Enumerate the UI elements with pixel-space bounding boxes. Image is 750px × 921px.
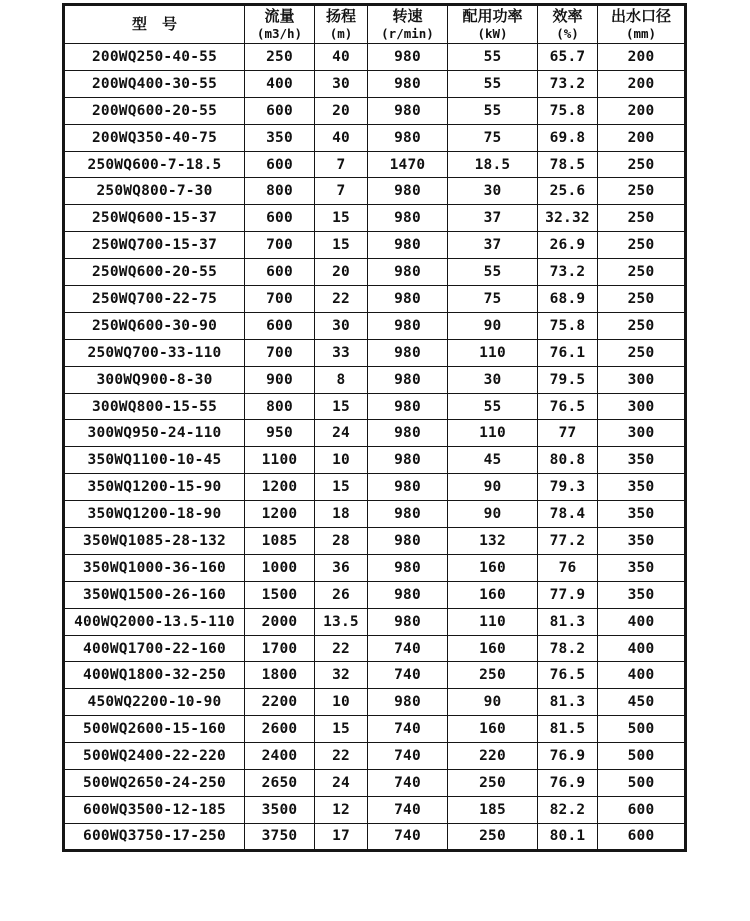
cell-value: 600	[598, 823, 686, 850]
cell-value: 160	[448, 635, 538, 662]
cell-value: 250	[448, 662, 538, 689]
cell-value: 160	[448, 716, 538, 743]
cell-model: 400WQ1800-32-250	[64, 662, 245, 689]
cell-value: 200	[598, 97, 686, 124]
cell-value: 600	[245, 97, 315, 124]
cell-value: 13.5	[315, 608, 368, 635]
cell-value: 26	[315, 581, 368, 608]
cell-value: 1200	[245, 501, 315, 528]
cell-value: 400	[598, 635, 686, 662]
table-row	[64, 286, 686, 313]
cell-model: 300WQ900-8-30	[64, 366, 245, 393]
cell-value: 220	[448, 743, 538, 770]
spec-table-head	[64, 5, 686, 44]
table-row	[64, 447, 686, 474]
cell-value: 800	[245, 393, 315, 420]
cell-model: 300WQ800-15-55	[64, 393, 245, 420]
cell-value: 110	[448, 608, 538, 635]
cell-value: 250	[598, 259, 686, 286]
cell-value: 300	[598, 393, 686, 420]
table-row	[64, 554, 686, 581]
cell-value: 250	[448, 823, 538, 850]
cell-value: 980	[368, 689, 448, 716]
cell-value: 400	[598, 662, 686, 689]
cell-value: 78.4	[538, 501, 598, 528]
cell-model: 250WQ700-33-110	[64, 339, 245, 366]
pump-spec-table	[62, 3, 687, 852]
cell-value: 75	[448, 124, 538, 151]
cell-value: 350	[598, 447, 686, 474]
cell-model: 250WQ600-7-18.5	[64, 151, 245, 178]
cell-model: 350WQ1500-26-160	[64, 581, 245, 608]
cell-value: 600	[245, 259, 315, 286]
cell-value: 30	[448, 178, 538, 205]
cell-value: 24	[315, 420, 368, 447]
cell-model: 500WQ2600-15-160	[64, 716, 245, 743]
cell-value: 90	[448, 474, 538, 501]
cell-value: 950	[245, 420, 315, 447]
table-row	[64, 420, 686, 447]
column-unit: (%)	[556, 26, 579, 42]
cell-value: 250	[598, 339, 686, 366]
cell-value: 78.5	[538, 151, 598, 178]
cell-value: 300	[598, 420, 686, 447]
cell-model: 250WQ600-20-55	[64, 259, 245, 286]
cell-value: 2400	[245, 743, 315, 770]
cell-value: 1800	[245, 662, 315, 689]
cell-value: 10	[315, 689, 368, 716]
cell-value: 200	[598, 70, 686, 97]
cell-value: 81.3	[538, 608, 598, 635]
cell-model: 600WQ3500-12-185	[64, 796, 245, 823]
cell-value: 110	[448, 339, 538, 366]
cell-value: 200	[598, 44, 686, 71]
cell-value: 55	[448, 70, 538, 97]
cell-value: 75	[448, 286, 538, 313]
cell-value: 15	[315, 716, 368, 743]
cell-value: 10	[315, 447, 368, 474]
cell-value: 37	[448, 232, 538, 259]
cell-value: 24	[315, 770, 368, 797]
cell-value: 76.1	[538, 339, 598, 366]
cell-value: 980	[368, 286, 448, 313]
table-row	[64, 474, 686, 501]
table-row	[64, 178, 686, 205]
cell-value: 8	[315, 366, 368, 393]
column-label: 扬程	[325, 7, 356, 26]
table-row	[64, 151, 686, 178]
cell-value: 73.2	[538, 70, 598, 97]
cell-value: 250	[598, 232, 686, 259]
cell-model: 200WQ350-40-75	[64, 124, 245, 151]
table-row	[64, 97, 686, 124]
cell-value: 980	[368, 70, 448, 97]
cell-value: 1470	[368, 151, 448, 178]
cell-value: 18	[315, 501, 368, 528]
cell-value: 55	[448, 259, 538, 286]
cell-value: 90	[448, 689, 538, 716]
cell-value: 900	[245, 366, 315, 393]
cell-value: 350	[245, 124, 315, 151]
cell-value: 350	[598, 581, 686, 608]
cell-value: 3750	[245, 823, 315, 850]
table-row	[64, 232, 686, 259]
column-header	[315, 5, 368, 44]
table-row	[64, 823, 686, 850]
cell-value: 80.8	[538, 447, 598, 474]
cell-value: 250	[245, 44, 315, 71]
cell-value: 980	[368, 554, 448, 581]
cell-value: 26.9	[538, 232, 598, 259]
column-unit: (m)	[329, 26, 353, 42]
cell-value: 32.32	[538, 205, 598, 232]
cell-value: 90	[448, 501, 538, 528]
column-header	[448, 5, 538, 44]
cell-value: 15	[315, 393, 368, 420]
cell-value: 1700	[245, 635, 315, 662]
cell-value: 980	[368, 474, 448, 501]
cell-value: 76.5	[538, 393, 598, 420]
cell-value: 132	[448, 528, 538, 555]
header-row	[64, 5, 686, 44]
cell-value: 69.8	[538, 124, 598, 151]
cell-value: 740	[368, 716, 448, 743]
cell-value: 75.8	[538, 312, 598, 339]
cell-value: 980	[368, 447, 448, 474]
table-row	[64, 124, 686, 151]
cell-value: 700	[245, 232, 315, 259]
cell-model: 200WQ400-30-55	[64, 70, 245, 97]
cell-model: 350WQ1200-18-90	[64, 501, 245, 528]
cell-value: 1000	[245, 554, 315, 581]
cell-value: 76	[538, 554, 598, 581]
cell-value: 740	[368, 743, 448, 770]
cell-value: 185	[448, 796, 538, 823]
cell-model: 450WQ2200-10-90	[64, 689, 245, 716]
cell-value: 73.2	[538, 259, 598, 286]
table-row	[64, 501, 686, 528]
cell-value: 37	[448, 205, 538, 232]
cell-model: 250WQ700-22-75	[64, 286, 245, 313]
cell-model: 350WQ1085-28-132	[64, 528, 245, 555]
cell-value: 980	[368, 528, 448, 555]
cell-model: 350WQ1000-36-160	[64, 554, 245, 581]
cell-model: 600WQ3750-17-250	[64, 823, 245, 850]
cell-value: 980	[368, 97, 448, 124]
cell-value: 500	[598, 716, 686, 743]
column-label: 出水口径	[610, 7, 671, 26]
column-unit: (mm)	[625, 26, 657, 42]
table-row	[64, 366, 686, 393]
table-row	[64, 528, 686, 555]
cell-value: 40	[315, 124, 368, 151]
cell-model: 250WQ700-15-37	[64, 232, 245, 259]
cell-value: 700	[245, 286, 315, 313]
table-row	[64, 70, 686, 97]
column-label: 型 号	[131, 15, 177, 34]
column-label: 流量	[264, 7, 295, 26]
cell-value: 350	[598, 474, 686, 501]
cell-value: 40	[315, 44, 368, 71]
cell-value: 25.6	[538, 178, 598, 205]
cell-value: 740	[368, 796, 448, 823]
cell-value: 980	[368, 124, 448, 151]
cell-value: 33	[315, 339, 368, 366]
cell-value: 77	[538, 420, 598, 447]
cell-value: 400	[598, 608, 686, 635]
table-row	[64, 608, 686, 635]
table-row	[64, 716, 686, 743]
cell-value: 250	[448, 770, 538, 797]
column-unit: (r/min)	[381, 26, 434, 42]
cell-value: 81.5	[538, 716, 598, 743]
cell-value: 55	[448, 44, 538, 71]
cell-value: 980	[368, 608, 448, 635]
cell-value: 300	[598, 366, 686, 393]
table-row	[64, 770, 686, 797]
cell-value: 980	[368, 205, 448, 232]
cell-value: 980	[368, 44, 448, 71]
spec-table-body	[64, 44, 686, 851]
cell-value: 350	[598, 554, 686, 581]
cell-value: 980	[368, 393, 448, 420]
cell-value: 1500	[245, 581, 315, 608]
cell-value: 20	[315, 259, 368, 286]
cell-value: 980	[368, 366, 448, 393]
cell-value: 980	[368, 312, 448, 339]
column-header	[245, 5, 315, 44]
cell-value: 2650	[245, 770, 315, 797]
cell-value: 22	[315, 286, 368, 313]
cell-model: 500WQ2400-22-220	[64, 743, 245, 770]
cell-value: 980	[368, 259, 448, 286]
cell-value: 740	[368, 635, 448, 662]
cell-value: 75.8	[538, 97, 598, 124]
cell-value: 65.7	[538, 44, 598, 71]
cell-value: 32	[315, 662, 368, 689]
cell-value: 980	[368, 501, 448, 528]
cell-value: 250	[598, 286, 686, 313]
cell-value: 17	[315, 823, 368, 850]
cell-value: 2600	[245, 716, 315, 743]
cell-value: 55	[448, 393, 538, 420]
cell-value: 600	[245, 205, 315, 232]
cell-value: 15	[315, 205, 368, 232]
column-header	[538, 5, 598, 44]
table-row	[64, 635, 686, 662]
cell-model: 250WQ600-30-90	[64, 312, 245, 339]
cell-value: 600	[598, 796, 686, 823]
cell-value: 980	[368, 581, 448, 608]
table-row	[64, 312, 686, 339]
cell-value: 980	[368, 420, 448, 447]
cell-value: 740	[368, 662, 448, 689]
cell-value: 2000	[245, 608, 315, 635]
column-unit: (m3/h)	[256, 26, 303, 42]
cell-model: 400WQ2000-13.5-110	[64, 608, 245, 635]
cell-value: 36	[315, 554, 368, 581]
cell-value: 250	[598, 312, 686, 339]
cell-value: 82.2	[538, 796, 598, 823]
column-header	[598, 5, 686, 44]
cell-value: 740	[368, 770, 448, 797]
cell-value: 76.5	[538, 662, 598, 689]
cell-value: 800	[245, 178, 315, 205]
cell-value: 15	[315, 474, 368, 501]
cell-value: 7	[315, 178, 368, 205]
cell-value: 700	[245, 339, 315, 366]
table-row	[64, 393, 686, 420]
column-unit: (kW)	[477, 26, 508, 42]
cell-value: 1100	[245, 447, 315, 474]
cell-value: 250	[598, 151, 686, 178]
cell-value: 3500	[245, 796, 315, 823]
cell-value: 160	[448, 581, 538, 608]
table-row	[64, 689, 686, 716]
cell-value: 450	[598, 689, 686, 716]
cell-value: 980	[368, 232, 448, 259]
cell-value: 600	[245, 151, 315, 178]
table-row	[64, 259, 686, 286]
cell-value: 15	[315, 232, 368, 259]
cell-model: 350WQ1100-10-45	[64, 447, 245, 474]
cell-value: 350	[598, 501, 686, 528]
cell-value: 80.1	[538, 823, 598, 850]
cell-model: 200WQ250-40-55	[64, 44, 245, 71]
column-label: 配用功率	[462, 7, 523, 26]
cell-value: 600	[245, 312, 315, 339]
cell-value: 77.2	[538, 528, 598, 555]
cell-value: 81.3	[538, 689, 598, 716]
cell-model: 500WQ2650-24-250	[64, 770, 245, 797]
cell-value: 77.9	[538, 581, 598, 608]
cell-value: 500	[598, 743, 686, 770]
column-header	[368, 5, 448, 44]
cell-value: 2200	[245, 689, 315, 716]
column-header	[64, 5, 245, 44]
cell-value: 250	[598, 178, 686, 205]
cell-value: 22	[315, 635, 368, 662]
cell-value: 980	[368, 178, 448, 205]
cell-value: 350	[598, 528, 686, 555]
table-row	[64, 581, 686, 608]
cell-value: 90	[448, 312, 538, 339]
cell-value: 740	[368, 823, 448, 850]
cell-value: 79.5	[538, 366, 598, 393]
cell-model: 400WQ1700-22-160	[64, 635, 245, 662]
table-row	[64, 743, 686, 770]
table-row	[64, 205, 686, 232]
cell-value: 78.2	[538, 635, 598, 662]
cell-value: 30	[448, 366, 538, 393]
cell-value: 76.9	[538, 743, 598, 770]
cell-model: 300WQ950-24-110	[64, 420, 245, 447]
cell-value: 110	[448, 420, 538, 447]
cell-value: 160	[448, 554, 538, 581]
cell-value: 250	[598, 205, 686, 232]
table-row	[64, 662, 686, 689]
cell-value: 28	[315, 528, 368, 555]
cell-value: 12	[315, 796, 368, 823]
cell-value: 55	[448, 97, 538, 124]
cell-model: 200WQ600-20-55	[64, 97, 245, 124]
cell-value: 18.5	[448, 151, 538, 178]
cell-value: 68.9	[538, 286, 598, 313]
table-row	[64, 44, 686, 71]
column-label: 转速	[392, 7, 423, 26]
cell-value: 500	[598, 770, 686, 797]
table-row	[64, 339, 686, 366]
table-row	[64, 796, 686, 823]
cell-value: 76.9	[538, 770, 598, 797]
cell-model: 350WQ1200-15-90	[64, 474, 245, 501]
cell-value: 20	[315, 97, 368, 124]
cell-value: 200	[598, 124, 686, 151]
cell-value: 1200	[245, 474, 315, 501]
cell-value: 30	[315, 312, 368, 339]
cell-value: 7	[315, 151, 368, 178]
cell-value: 79.3	[538, 474, 598, 501]
cell-model: 250WQ800-7-30	[64, 178, 245, 205]
cell-value: 980	[368, 339, 448, 366]
cell-value: 22	[315, 743, 368, 770]
cell-model: 250WQ600-15-37	[64, 205, 245, 232]
column-label: 效率	[552, 7, 583, 26]
cell-value: 30	[315, 70, 368, 97]
cell-value: 400	[245, 70, 315, 97]
cell-value: 1085	[245, 528, 315, 555]
cell-value: 45	[448, 447, 538, 474]
